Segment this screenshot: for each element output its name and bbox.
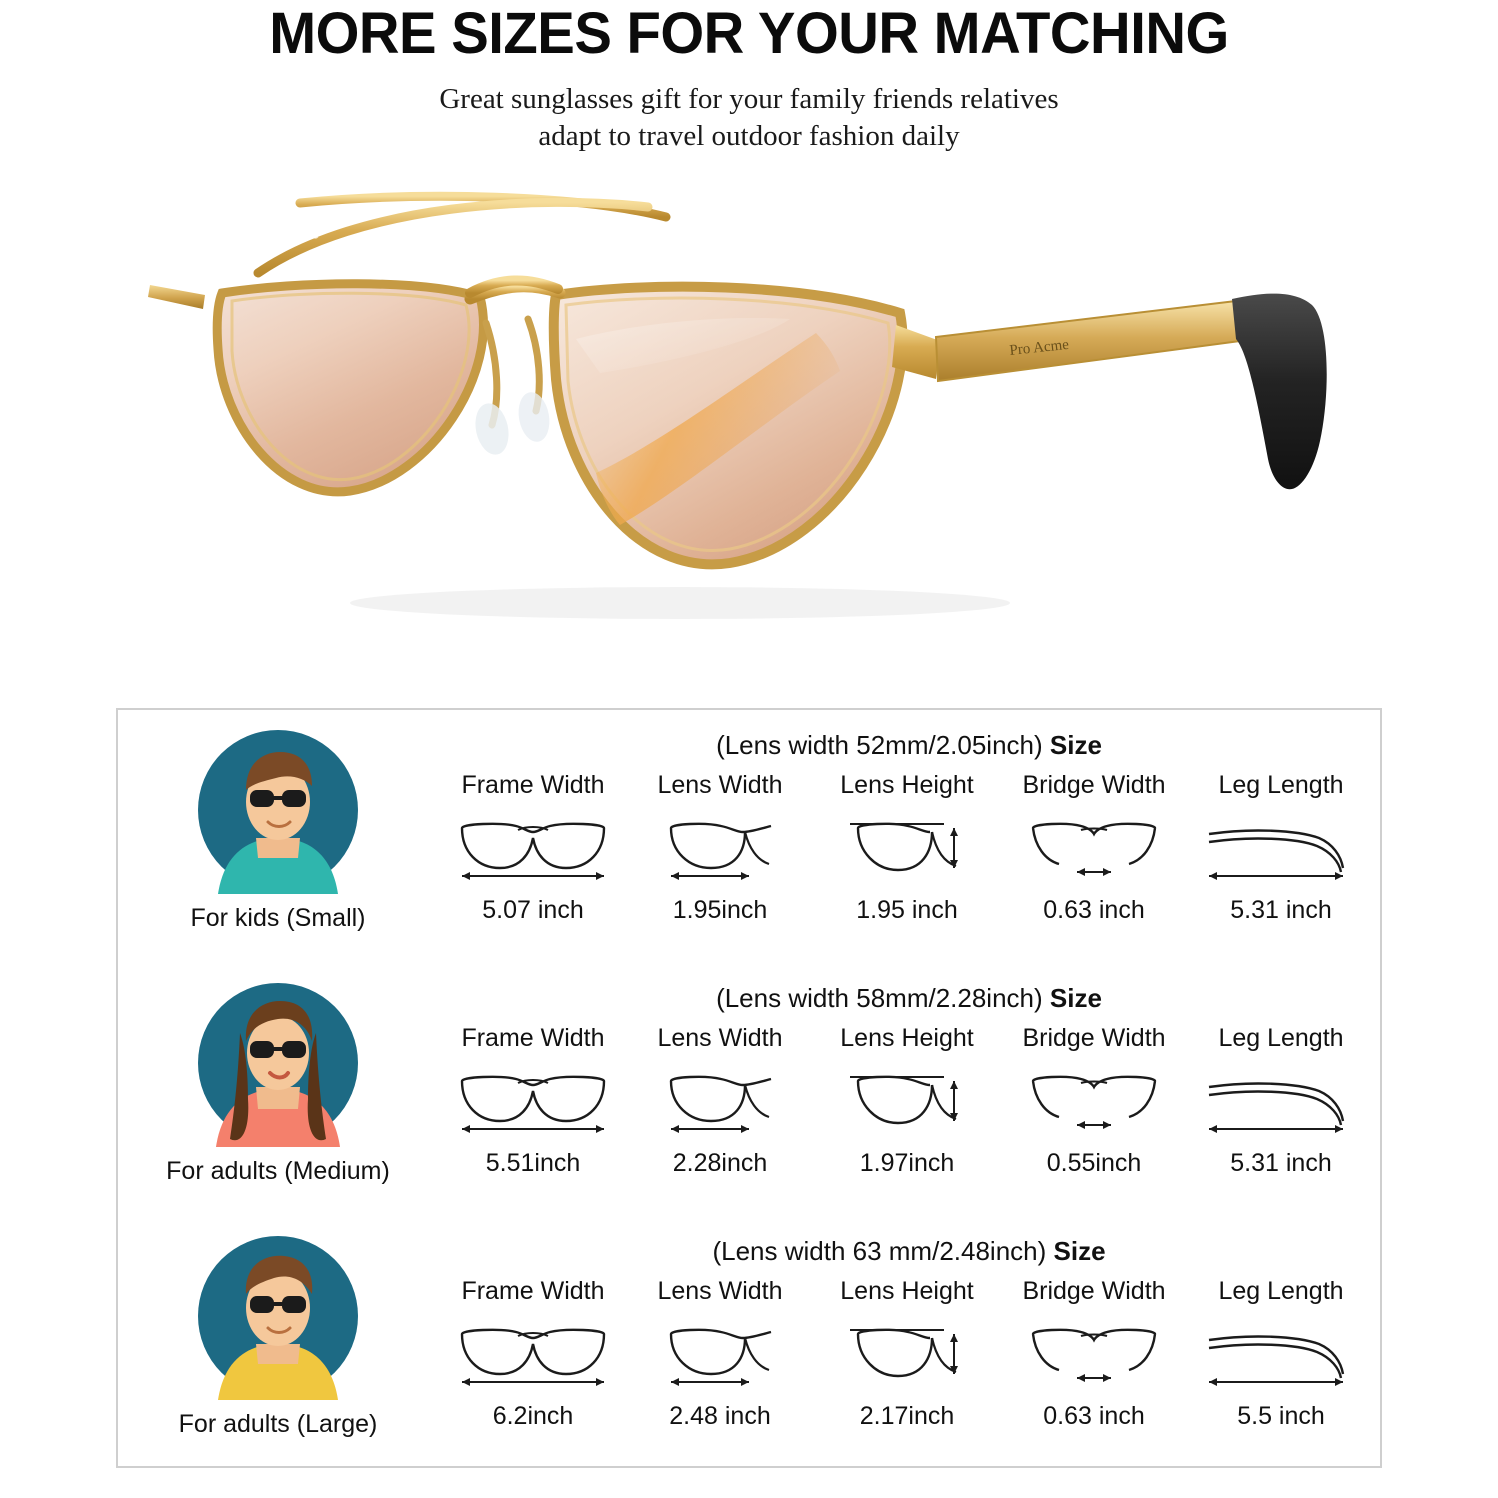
spec-head-lens-height: Lens Height: [840, 771, 974, 799]
avatar-cell-medium: [118, 963, 438, 1186]
spec-val-lens-height-small: 1.95 inch: [856, 896, 958, 924]
page-header: [0, 0, 1498, 155]
spec-head-lens-width: Lens Width: [657, 771, 783, 799]
spec-val-frame-width-small: 5.07 inch: [482, 896, 584, 924]
lens-height-icon: [818, 1314, 996, 1392]
spec-leg-length-large: [1192, 1277, 1370, 1431]
bridge-width-icon: [1005, 1314, 1183, 1392]
lens-width-icon: [631, 1061, 809, 1139]
brand-mark-temple: Pro Acme: [1008, 336, 1070, 360]
page-subtitle-line-1: Great sunglasses gift for your family friends relatives: [439, 82, 1059, 115]
spec-bridge-width-large: [1005, 1277, 1183, 1431]
spec-head-frame-width: Frame Width: [461, 771, 605, 799]
size-title-small: [438, 730, 1380, 761]
spec-lens-width-large: [631, 1277, 809, 1431]
spec-leg-length-medium: [1192, 1024, 1370, 1178]
brand-mark-lens: Pro Acme: [250, 223, 320, 250]
spec-val-bridge-width-medium: 0.55inch: [1046, 1149, 1142, 1177]
spec-val-lens-height-medium: 1.97inch: [859, 1149, 955, 1177]
size-title-bold-small: Size: [1049, 730, 1102, 760]
spec-grid-large: [438, 1277, 1380, 1431]
lens-width-icon: [631, 808, 809, 886]
size-row-medium: [118, 963, 1380, 1216]
spec-head-leg-length: Leg Length: [1218, 1277, 1344, 1305]
spec-head-lens-width: Lens Width: [657, 1024, 783, 1052]
avatar-cell-small: [118, 710, 438, 933]
frame-width-icon: [444, 808, 622, 886]
spec-lens-height-large: [818, 1277, 996, 1431]
page-subtitle-line-2: adapt to travel outdoor fashion daily: [538, 120, 960, 152]
man-avatar: [194, 1232, 362, 1400]
size-title-main-small: (Lens width 52mm/2.05inch): [716, 730, 1043, 760]
spec-val-lens-width-medium: 2.28inch: [672, 1149, 768, 1177]
product-image: [0, 173, 1498, 643]
lens-width-icon: [631, 1314, 809, 1392]
spec-frame-width-medium: [444, 1024, 622, 1178]
spec-frame-width-small: [444, 771, 622, 925]
avatar-label-large: For adults (Large): [178, 1410, 378, 1438]
spec-leg-length-small: [1192, 771, 1370, 925]
spec-bridge-width-medium: [1005, 1024, 1183, 1178]
bridge-width-icon: [1005, 808, 1183, 886]
specs-cell-small: [438, 710, 1380, 925]
lens-height-icon: [818, 1061, 996, 1139]
spec-head-lens-height: Lens Height: [840, 1277, 974, 1305]
spec-val-lens-width-small: 1.95inch: [672, 896, 768, 924]
spec-head-lens-height: Lens Height: [840, 1024, 974, 1052]
spec-head-bridge-width: Bridge Width: [1022, 1277, 1166, 1305]
frame-width-icon: [444, 1061, 622, 1139]
leg-length-icon: [1192, 808, 1370, 886]
spec-val-bridge-width-small: 0.63 inch: [1043, 896, 1145, 924]
spec-head-bridge-width: Bridge Width: [1022, 1024, 1166, 1052]
lens-height-icon: [818, 808, 996, 886]
size-title-main-large: (Lens width 63 mm/2.48inch): [712, 1236, 1047, 1266]
spec-val-leg-length-large: 5.5 inch: [1237, 1402, 1325, 1430]
size-title-medium: [438, 983, 1380, 1014]
size-row-small: [118, 710, 1380, 963]
spec-frame-width-large: [444, 1277, 622, 1431]
spec-grid-small: [438, 771, 1380, 925]
spec-val-lens-height-large: 2.17inch: [859, 1402, 955, 1430]
page-subtitle: [0, 81, 1498, 155]
aviator-sunglasses-illustration: [0, 173, 1498, 643]
spec-val-bridge-width-large: 0.63 inch: [1043, 1402, 1145, 1430]
specs-cell-medium: [438, 963, 1380, 1178]
size-title-bold-large: Size: [1053, 1236, 1106, 1266]
spec-lens-width-medium: [631, 1024, 809, 1178]
spec-head-frame-width: Frame Width: [461, 1024, 605, 1052]
page-title: MORE SIZES FOR YOUR MATCHING: [269, 1, 1229, 66]
boy-avatar: [194, 726, 362, 894]
spec-head-bridge-width: Bridge Width: [1022, 771, 1166, 799]
spec-val-frame-width-medium: 5.51inch: [485, 1149, 581, 1177]
product-image-stage: [0, 173, 1498, 643]
spec-lens-width-small: [631, 771, 809, 925]
frame-width-icon: [444, 1314, 622, 1392]
spec-val-frame-width-large: 6.2inch: [492, 1402, 574, 1430]
woman-avatar: [194, 979, 362, 1147]
size-title-large: [438, 1236, 1380, 1267]
spec-head-leg-length: Leg Length: [1218, 771, 1344, 799]
size-row-large: [118, 1216, 1380, 1469]
avatar-cell-large: [118, 1216, 438, 1439]
spec-lens-height-small: [818, 771, 996, 925]
avatar-label-small: For kids (Small): [190, 904, 366, 932]
size-title-bold-medium: Size: [1049, 983, 1102, 1013]
spec-head-leg-length: Leg Length: [1218, 1024, 1344, 1052]
spec-grid-medium: [438, 1024, 1380, 1178]
spec-val-leg-length-medium: 5.31 inch: [1230, 1149, 1332, 1177]
size-chart-panel: [116, 708, 1382, 1468]
bridge-width-icon: [1005, 1061, 1183, 1139]
spec-val-lens-width-large: 2.48 inch: [669, 1402, 771, 1430]
spec-lens-height-medium: [818, 1024, 996, 1178]
leg-length-icon: [1192, 1314, 1370, 1392]
specs-cell-large: [438, 1216, 1380, 1431]
spec-head-lens-width: Lens Width: [657, 1277, 783, 1305]
spec-bridge-width-small: [1005, 771, 1183, 925]
spec-head-frame-width: Frame Width: [461, 1277, 605, 1305]
avatar-label-medium: For adults (Medium): [166, 1157, 390, 1185]
leg-length-icon: [1192, 1061, 1370, 1139]
size-title-main-medium: (Lens width 58mm/2.28inch): [716, 983, 1043, 1013]
spec-val-leg-length-small: 5.31 inch: [1230, 896, 1332, 924]
